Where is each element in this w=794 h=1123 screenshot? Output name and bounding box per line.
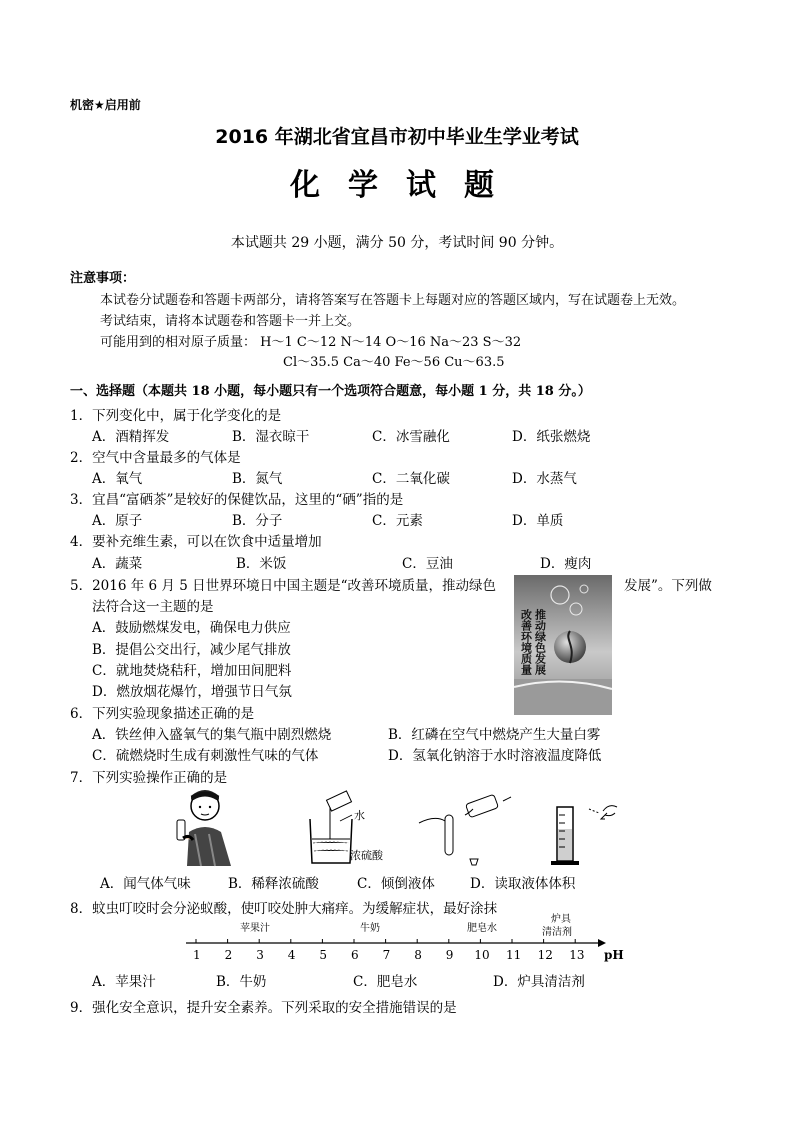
q5-option-a: A．鼓励燃煤发电，确保电力供应 [92, 620, 291, 636]
q5-option-c: C．就地焚烧秸秆，增加田间肥料 [92, 663, 292, 679]
atomic-mass-line-2: Cl～35.5 Ca～40 Fe～56 Cu～63.5 [283, 355, 505, 370]
q5-option-b: B．提倡公交出行，减少尾气排放 [92, 642, 291, 658]
notes-line-1: 本试卷分试题卷和答题卡两部分，请将答案写在答题卡上每题对应的答题区域内，写在试题卷上无效。 [100, 293, 686, 308]
q1-option-d: D．纸张燃烧 [512, 429, 591, 445]
question-3-stem: 3．宜昌“富硒茶”是较好的保健饮品，这里的“硒”指的是 [70, 492, 404, 508]
ph-tick-label: 2 [224, 948, 233, 962]
question-1-stem: 1．下列变化中，属于化学变化的是 [70, 408, 282, 424]
ph-tick-label: 11 [506, 948, 522, 962]
notes-heading: 注意事项： [70, 271, 136, 286]
q4-option-b: B．米饭 [236, 556, 287, 572]
q2-option-b: B．氮气 [232, 471, 283, 487]
q8-option-b: B．牛奶 [216, 974, 267, 990]
green-development-poster [514, 575, 612, 715]
ph-tick-label: 4 [287, 948, 296, 962]
q3-option-d: D．单质 [512, 513, 564, 529]
label-conc-acid: 浓硫酸 [350, 849, 383, 862]
notes-line-2: 考试结束，请将本试题卷和答题卡一并上交。 [100, 314, 361, 329]
section-heading: 一、选择题（本题共 18 小题，每小题只有一个选项符合题意，每小题 1 分，共 18 分。） [70, 384, 591, 399]
ph-tick-label: 6 [351, 948, 359, 962]
q7-option-a: A．闻气体气味 [100, 876, 191, 892]
q7-option-b: B．稀释浓硫酸 [228, 876, 319, 892]
exam-title: 2016 年湖北省宜昌市初中毕业生学业考试 [215, 126, 579, 148]
question-8-stem: 8．蚊虫叮咬时会分泌蚁酸，使叮咬处肿大痛痒。为缓解症状，最好涂抹 [70, 901, 498, 917]
q8-option-a: A．苹果汁 [92, 974, 156, 990]
read-volume-illustration [545, 793, 635, 868]
ph-tick-label: 13 [569, 948, 585, 962]
question-5-stem-cont: 法符合这一主题的是 [92, 599, 214, 615]
ph-tick-label: 5 [319, 948, 328, 962]
q1-option-b: B．湿衣晾干 [232, 429, 310, 445]
q8-option-c: C．肥皂水 [353, 974, 418, 990]
ph-label-stove-1: 炉具 [551, 914, 571, 925]
q4-option-c: C．豆油 [402, 556, 453, 572]
q6-option-d: D．氢氧化钠溶于水时溶液温度降低 [388, 748, 602, 764]
pour-liquid-illustration [415, 795, 515, 870]
question-5-stem-end: 发展”。下列做 [624, 578, 712, 594]
smell-gas-illustration [165, 786, 245, 866]
q1-option-c: C．冰雪融化 [372, 429, 450, 445]
exam-summary: 本试题共 29 小题，满分 50 分，考试时间 90 分钟。 [230, 235, 564, 251]
question-6-stem: 6．下列实验现象描述正确的是 [70, 706, 255, 722]
q6-option-c: C．硫燃烧时生成有刺激性气味的气体 [92, 748, 319, 764]
ph-tick-label: 9 [445, 948, 454, 962]
ph-label-soap-water: 肥皂水 [467, 923, 497, 934]
ph-tick-label: 10 [474, 948, 490, 962]
ph-tick-label: 3 [256, 948, 264, 962]
ph-label-milk: 牛奶 [360, 923, 380, 934]
question-4-stem: 4．要补充维生素，可以在饮食中适量增加 [70, 534, 322, 550]
q6-option-a: A．铁丝伸入盛氧气的集气瓶中剧烈燃烧 [92, 727, 332, 743]
ph-label-apple-juice: 苹果汁 [240, 923, 270, 934]
q6-option-b: B．红磷在空气中燃烧产生大量白雾 [388, 727, 601, 743]
q3-option-b: B．分子 [232, 513, 283, 529]
q5-option-d: D．燃放烟花爆竹，增强节日气氛 [92, 684, 292, 700]
q4-option-a: A．蔬菜 [92, 556, 143, 572]
q7-option-d: D．读取液体体积 [470, 876, 576, 892]
q2-option-d: D．水蒸气 [512, 471, 577, 487]
ph-scale [180, 910, 624, 965]
atomic-mass-line-1: 可能用到的相对原子质量： H～1 C～12 N～14 O～16 Na～23 S～32 [100, 335, 522, 350]
subject-title: 化学试题 [290, 168, 522, 203]
question-7-stem: 7．下列实验操作正确的是 [70, 770, 228, 786]
question-2-stem: 2．空气中含量最多的气体是 [70, 450, 241, 466]
confidential-mark: 机密★启用前 [70, 98, 141, 112]
q3-option-c: C．元素 [372, 513, 423, 529]
q8-option-d: D．炉具清洁剂 [493, 974, 585, 990]
q2-option-a: A．氧气 [92, 471, 143, 487]
question-5-stem: 5．2016 年 6 月 5 日世界环境日中国主题是“改善环境质量，推动绿色 [70, 578, 496, 594]
q2-option-c: C．二氧化碳 [372, 471, 450, 487]
ph-tick-label: 1 [193, 948, 201, 962]
ph-tick-label: 12 [537, 948, 553, 962]
label-water: 水 [354, 809, 365, 822]
q1-option-a: A．酒精挥发 [92, 429, 170, 445]
question-9-stem: 9．强化安全意识，提升安全素养。下列采取的安全措施错误的是 [70, 1000, 457, 1016]
q4-option-d: D．瘦肉 [540, 556, 592, 572]
poster-text-line-1: 推动绿色发展 [533, 609, 547, 675]
ph-label-stove-2: 清洁剂 [542, 927, 572, 938]
q3-option-a: A．原子 [92, 513, 143, 529]
ph-unit: pH [604, 948, 624, 962]
poster-text-line-2: 改善环境质量 [519, 609, 533, 675]
ph-tick-label: 8 [414, 948, 422, 962]
q7-option-c: C．倾倒液体 [357, 876, 435, 892]
ph-tick-label: 7 [382, 948, 391, 962]
